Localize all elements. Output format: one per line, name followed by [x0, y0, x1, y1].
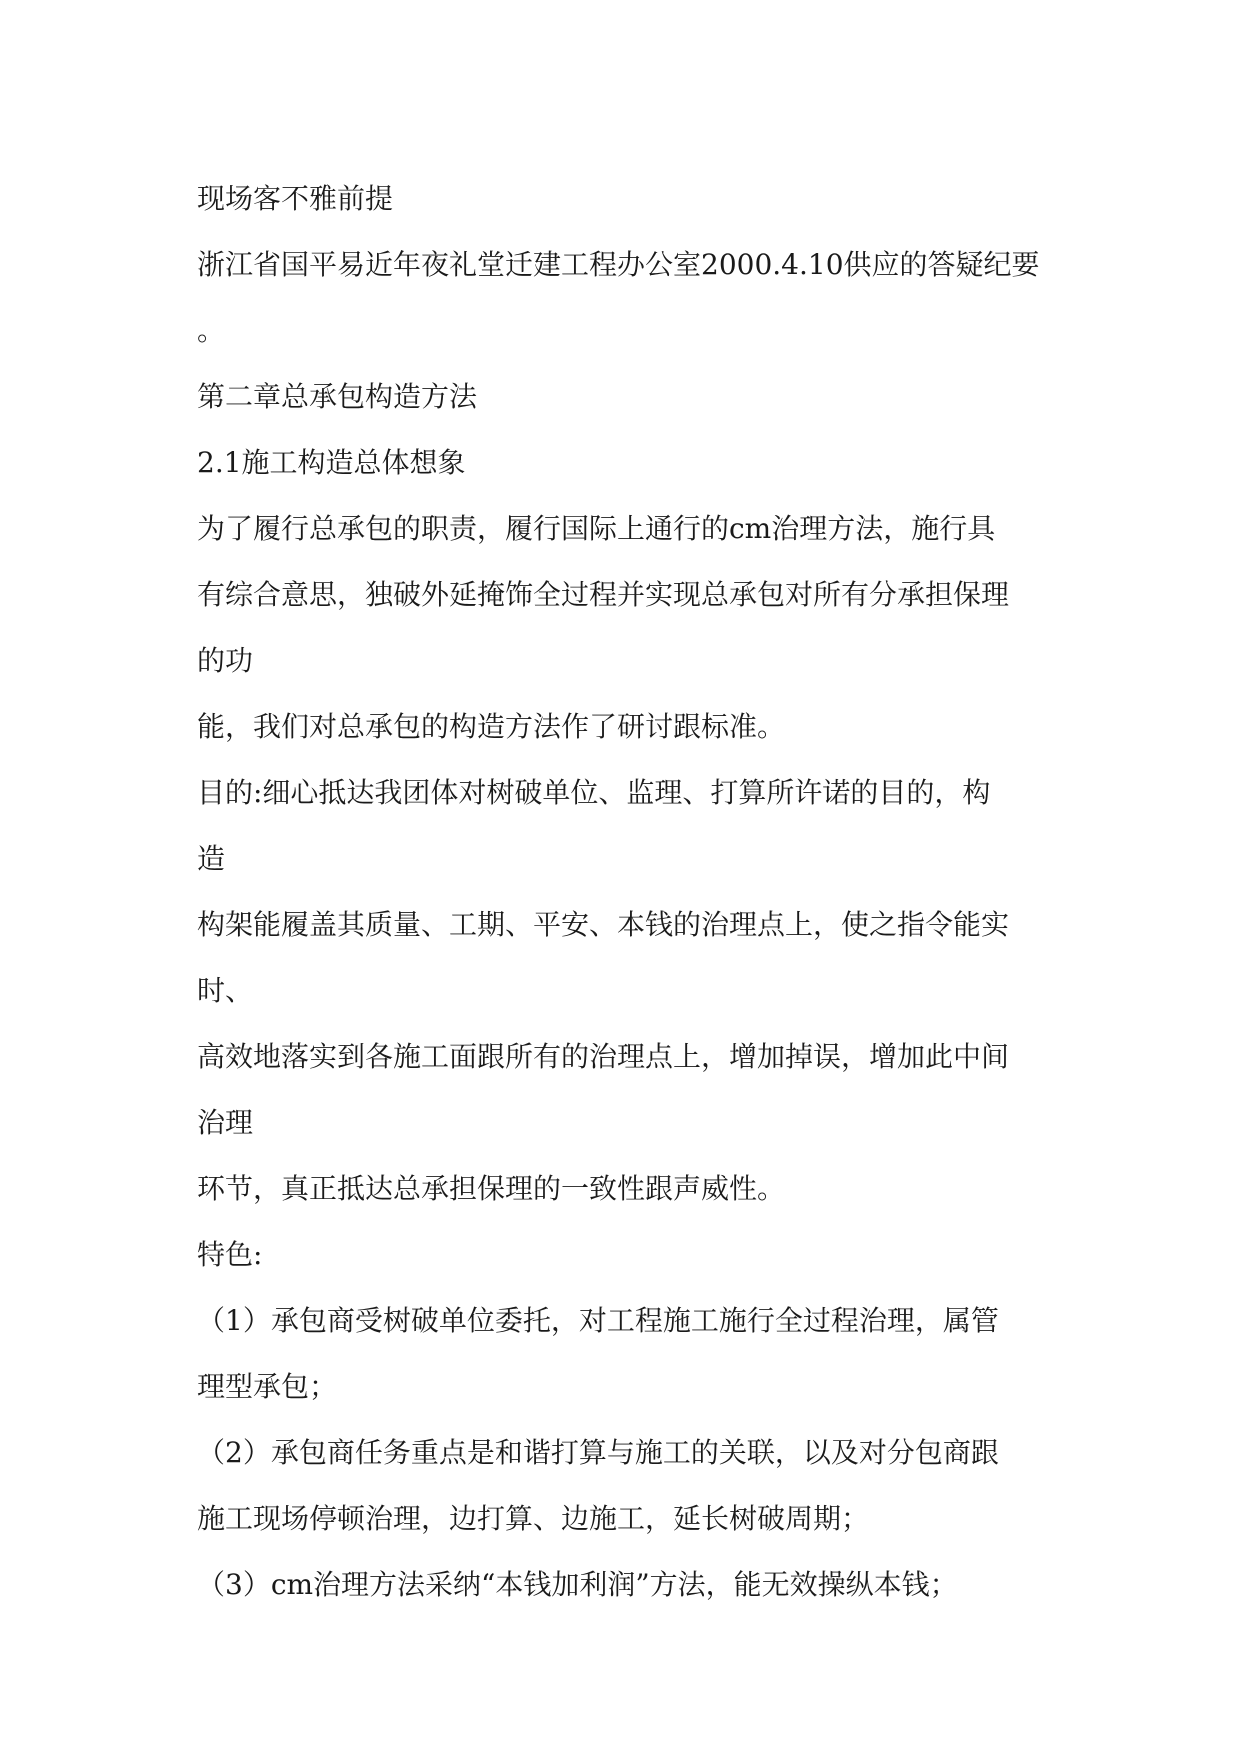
list-item-3: （3）cm治理方法采纳“本钱加利润”方法，能无效操纵本钱； — [197, 1568, 958, 1601]
text-line: 特色: — [197, 1238, 263, 1271]
text-line: 高效地落实到各施工面跟所有的治理点上，增加掉误，增加此中间 — [197, 1040, 1010, 1073]
text-line: 理型承包； — [197, 1370, 338, 1403]
text-line: 浙江省国平易近年夜礼堂迁建工程办公室2000.4.10供应的答疑纪要 — [197, 248, 1040, 281]
text-line: 现场客不雅前提 — [197, 182, 394, 215]
text-line: 造 — [197, 842, 226, 875]
text-line: 环节，真正抵达总承担保理的一致性跟声威性。 — [197, 1172, 786, 1205]
text-line: 能，我们对总承包的构造方法作了研讨跟标准。 — [197, 710, 786, 743]
text-line: 构架能履盖其质量、工期、平安、本钱的治理点上，使之指令能实 — [197, 908, 1010, 941]
text-line: 时、 — [197, 974, 254, 1007]
text-line: 有综合意思，独破外延掩饰全过程并实现总承包对所有分承担保理 — [197, 578, 1010, 611]
section-heading: 2.1施工构造总体想象 — [197, 446, 466, 479]
text-line: 。 — [197, 314, 226, 347]
text-line: 为了履行总承包的职责，履行国际上通行的cm治理方法，施行具 — [197, 512, 996, 545]
text-line: 治理 — [197, 1106, 254, 1139]
list-item-1: （1）承包商受树破单位委托，对工程施工施行全过程治理，属管 — [197, 1304, 999, 1337]
text-line: 的功 — [197, 644, 254, 677]
text-line: 施工现场停顿治理，边打算、边施工，延长树破周期； — [197, 1502, 870, 1535]
chapter-heading: 第二章总承包构造方法 — [197, 380, 478, 413]
list-item-2: （2）承包商任务重点是和谐打算与施工的关联，以及对分包商跟 — [197, 1436, 999, 1469]
document-body — [197, 166, 1057, 1618]
text-line: 目的:细心抵达我团体对树破单位、监理、打算所许诺的目的，构 — [197, 776, 991, 809]
